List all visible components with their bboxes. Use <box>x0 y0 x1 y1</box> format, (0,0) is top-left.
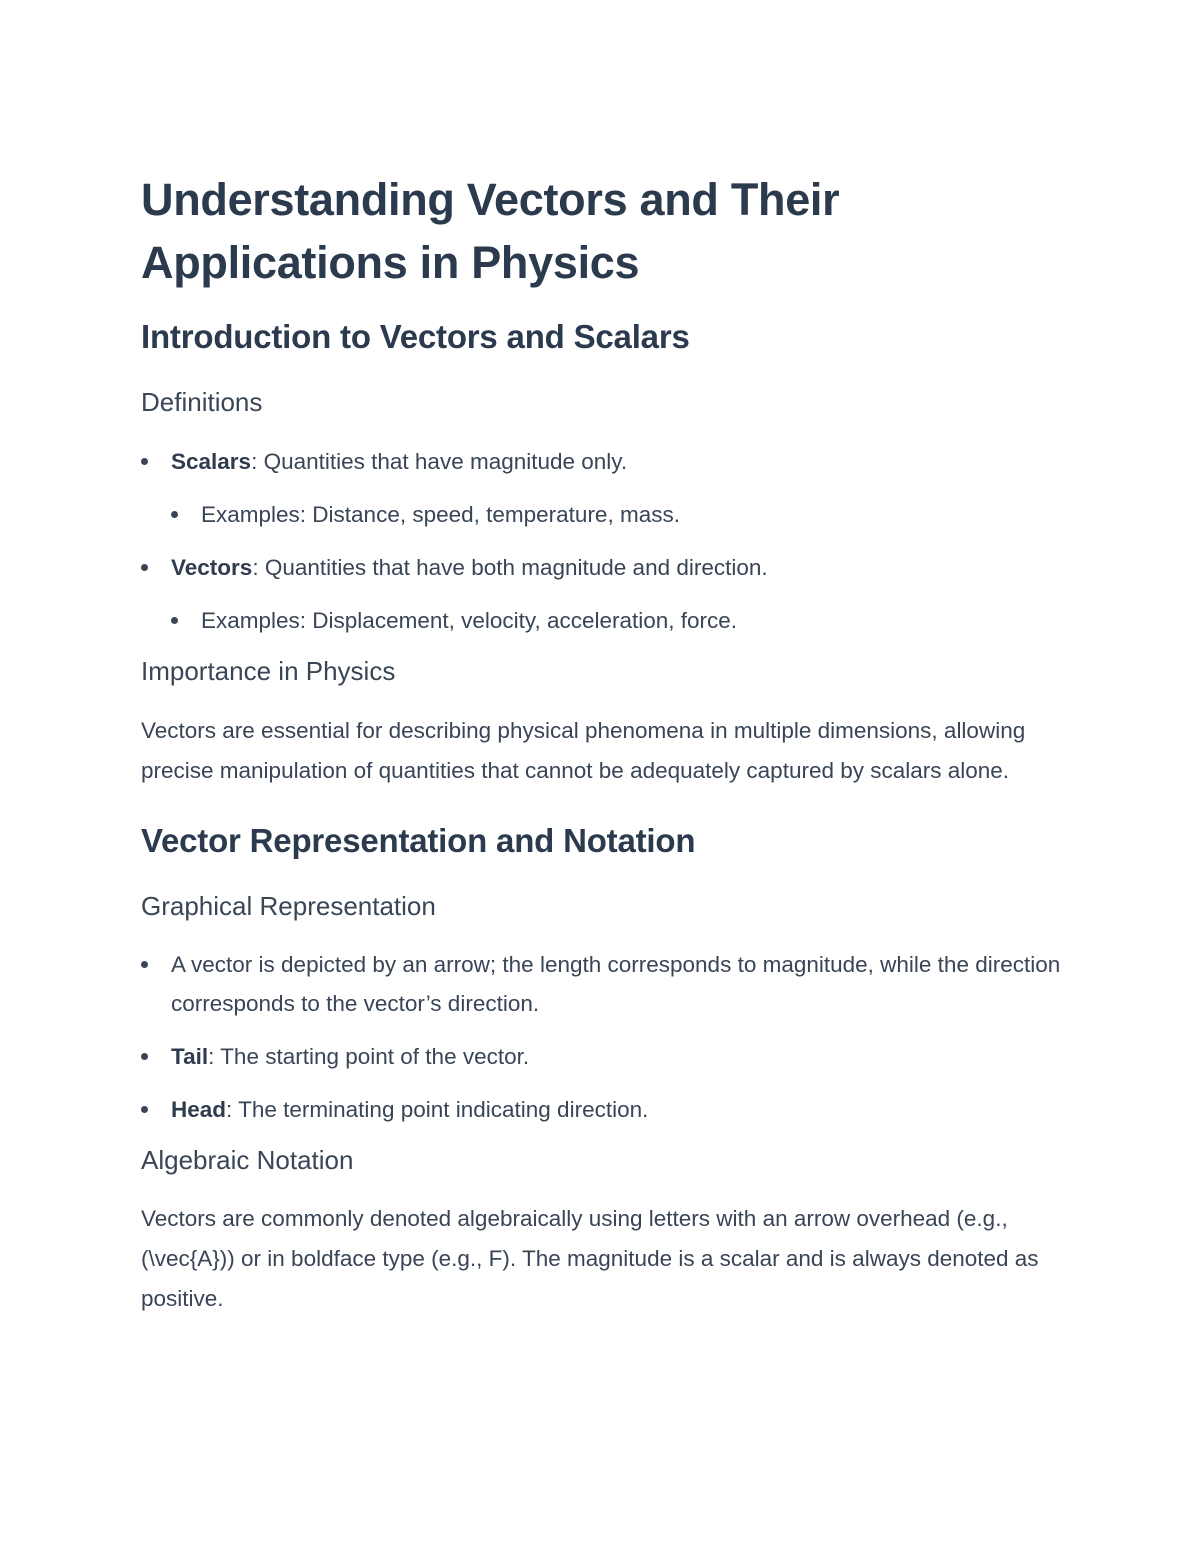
term-vectors: Vectors <box>171 555 253 580</box>
definition-vectors: : Quantities that have both magnitude and direction. <box>252 555 768 580</box>
bullet-icon <box>141 1106 148 1113</box>
vector-examples-text: Examples: Displacement, velocity, acceleration, force. <box>201 608 738 633</box>
list-item-head <box>141 1090 1061 1129</box>
list-item-tail <box>141 1037 1061 1076</box>
bullet-icon <box>141 961 148 968</box>
definition-head: : The terminating point indicating direction. <box>226 1097 649 1122</box>
subsection-heading-definitions: Definitions <box>141 387 263 417</box>
list-item-vectors <box>141 548 1061 587</box>
bullet-icon <box>171 617 178 624</box>
list-item-arrow <box>141 945 1061 1023</box>
list-item-scalars <box>141 442 1061 481</box>
bullet-icon <box>141 564 148 571</box>
bullet-icon <box>171 511 178 518</box>
subsection-heading-importance: Importance in Physics <box>141 656 396 686</box>
term-scalars: Scalars <box>171 449 252 474</box>
scalar-examples-text: Examples: Distance, speed, temperature, mass. <box>201 502 680 527</box>
document-page <box>141 168 1061 1319</box>
bullet-icon <box>141 1053 148 1060</box>
list-item-scalar-examples <box>141 495 1061 534</box>
bullet-icon <box>141 458 148 465</box>
term-head: Head <box>171 1097 227 1122</box>
definition-tail: : The starting point of the vector. <box>208 1044 530 1069</box>
subsection-heading-graphical: Graphical Representation <box>141 891 436 921</box>
importance-paragraph: Vectors are essential for describing physical phenomena in multiple dimensions, allowing precise manipulation of quantities that cannot be adequately captured by scalars alone. <box>141 718 1026 783</box>
definitions-list <box>141 442 1061 640</box>
algebraic-paragraph: Vectors are commonly denoted algebraically using letters with an arrow overhead (e.g., (\vec{A})) or in boldface type (e.g., F). The magnitude is a scalar and is always denoted as positive. <box>141 1206 1039 1311</box>
graphical-list <box>141 945 1061 1129</box>
subsection-heading-algebraic: Algebraic Notation <box>141 1145 354 1175</box>
document-title: Understanding Vectors and Their Applications in Physics <box>141 174 840 288</box>
definition-scalars: : Quantities that have magnitude only. <box>251 449 628 474</box>
section-heading-representation: Vector Representation and Notation <box>141 822 696 859</box>
term-tail: Tail <box>171 1044 209 1069</box>
list-item-vector-examples <box>141 601 1061 640</box>
section-heading-introduction: Introduction to Vectors and Scalars <box>141 318 690 355</box>
arrow-description: A vector is depicted by an arrow; the length corresponds to magnitude, while the direction corresponds to the vector’s direction. <box>171 952 1061 1016</box>
